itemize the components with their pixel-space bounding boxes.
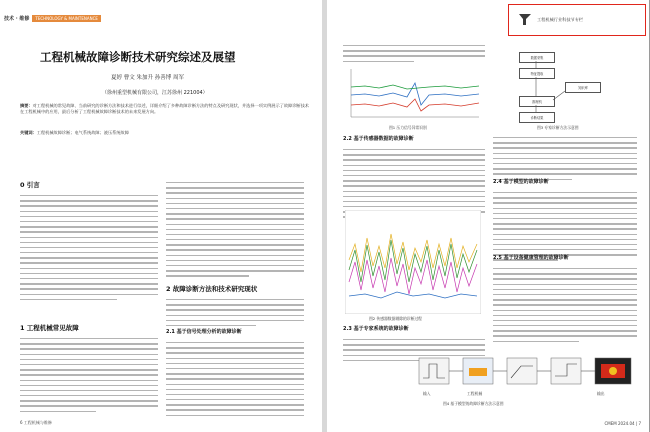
header-tag-cn: 技术 · 维修	[4, 15, 30, 22]
authors: 夏婷 曹文 朱加升 孙善博 周军	[111, 75, 184, 81]
abstract	[20, 103, 310, 115]
header-tag	[4, 14, 101, 22]
abstract-label: 摘要：	[20, 103, 33, 108]
section-2-heading: 2 故障诊断方法和技术研究现状	[166, 285, 258, 293]
keywords-label: 关键词：	[20, 130, 37, 135]
keywords	[20, 130, 310, 136]
section-2-3-heading: 2.3 基于专家系统的故障诊断	[343, 326, 409, 332]
figure-3-caption: 图3 专家诊断方法示意图	[537, 125, 579, 130]
figure-2-sensor-data-chart	[345, 210, 481, 314]
fig3-box-5: 诊断结果	[519, 112, 555, 123]
figure-4-caption: 图4 基于模型的故障诊断方法示意图	[443, 401, 504, 406]
fig4-label-machine: 工程机械	[467, 391, 483, 396]
section-2-1-text	[166, 342, 304, 420]
figure-1-pressure-plot	[345, 65, 483, 123]
left-page	[0, 0, 322, 432]
journal-column-title: 工程机械行业科技节专栏	[537, 17, 584, 22]
section-0-text	[20, 195, 158, 304]
section-1-text	[20, 338, 158, 416]
figure-1-caption: 图1 压力信号异常识别	[389, 125, 427, 130]
fig4-label-output: 输出	[597, 391, 605, 396]
figure-4-model-diagram	[417, 350, 639, 400]
section-2-4-text	[493, 192, 637, 265]
column-2-text-a	[493, 137, 637, 184]
fig3-arrows	[513, 60, 603, 114]
section-2-2-heading: 2.2 基于传感器数据的故障诊断	[343, 136, 414, 142]
figure-2-caption: 图2 传感器数据剔除的诊断过程	[369, 316, 422, 321]
header-tag-en: TECHNOLOGY & MAINTENANCE	[32, 15, 101, 22]
fig3-box-1: 数据采集	[519, 52, 555, 63]
left-page-footer: 6 工程机械与维修	[20, 420, 52, 425]
article-title: 工程机械故障诊断技术研究综述及展望	[40, 50, 236, 64]
right-page	[327, 0, 649, 432]
section-2-text	[166, 299, 304, 330]
fig3-box-4: 推理机	[519, 96, 555, 107]
right-page-footer: CMEM 2024.04 | 7	[604, 421, 641, 426]
highlight-box	[508, 4, 646, 36]
column-2-text	[166, 182, 304, 281]
fig3-box-2: 特征提取	[519, 68, 555, 79]
section-2-5-text	[493, 268, 637, 346]
section-0-heading: 0 引言	[20, 181, 40, 189]
keywords-text: 工程机械故障诊断；电气系统故障；液压系统故障	[36, 130, 129, 135]
fig3-box-3: 知识库	[565, 82, 601, 93]
fig4-label-input: 输入	[423, 391, 431, 396]
abstract-text: 对工程机械的常见故障、当前研究的诊断方法和技术进行综述，详细介绍了多种故障诊断方法的特点及研究现状，并选择一项实例展示了故障诊断技术在工程机械中的应用，最后分析了工程机械故障诊断技术的未来发展方向。	[20, 103, 309, 115]
section-2-1-heading: 2.1 基于信号处理分析的故障诊断	[166, 329, 242, 335]
section-2-5-heading: 2.5 基于设备健康管理的故障诊断	[493, 255, 569, 261]
section-2-4-heading: 2.4 基于模型的故障诊断	[493, 179, 549, 185]
column-1-top-text	[343, 45, 485, 66]
section-1-heading: 1 工程机械常见故障	[20, 324, 79, 332]
affiliation: （徐州重型机械有限公司，江苏徐州 221004）	[102, 90, 208, 96]
